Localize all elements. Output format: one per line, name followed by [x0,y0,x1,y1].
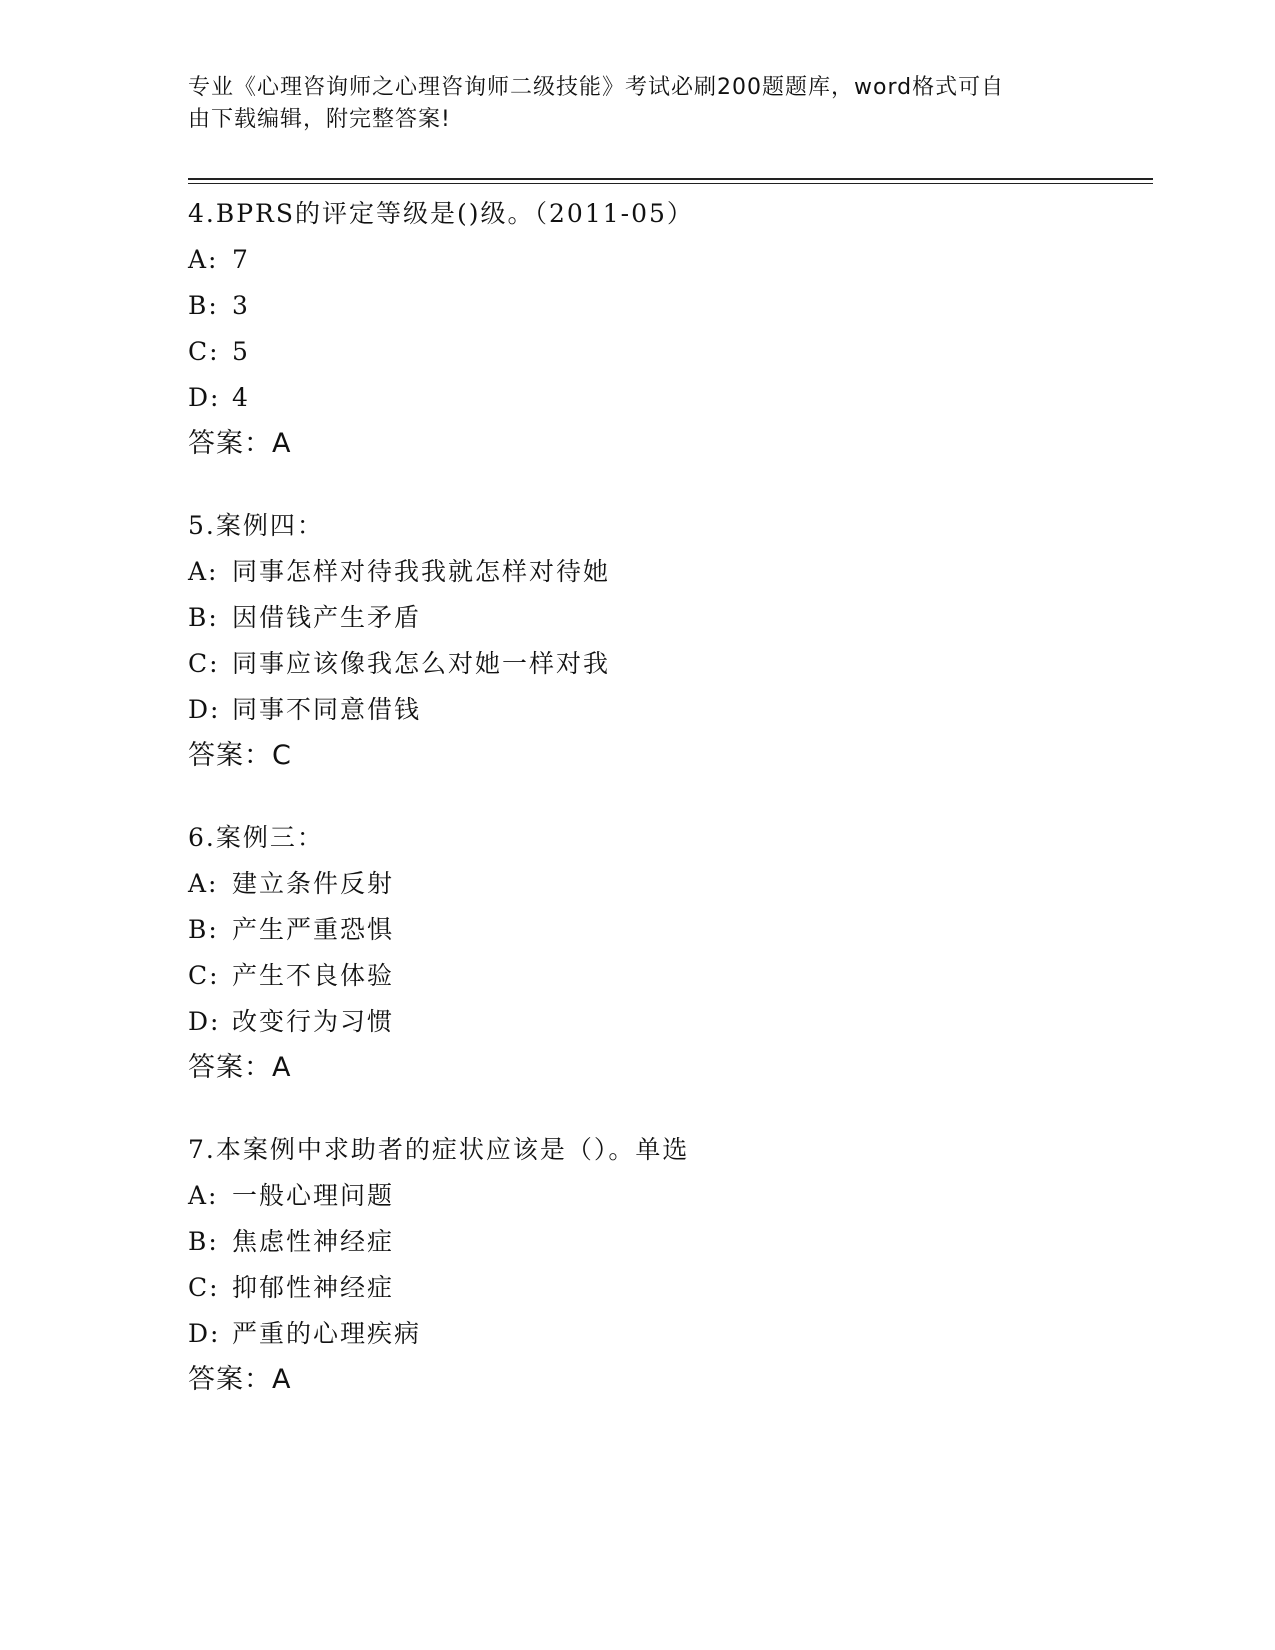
question-stem: 7.本案例中求助者的症状应该是（）。单选 [188,1135,690,1164]
question-7 [188,1127,1153,1403]
option-letter: B: [188,1227,219,1256]
option-text: 同事怎样对待我我就怎样对待她 [232,557,611,586]
header-line-2: 由下载编辑，附完整答案! [188,107,451,132]
option-text: 7 [232,245,250,274]
answer-line: 答案：A [188,428,292,459]
header-divider [188,178,1153,184]
option-text: 产生严重恐惧 [232,915,395,944]
option-c [188,953,1153,999]
option-c [188,641,1153,687]
option-c [188,1265,1153,1311]
option-letter: D: [188,1007,221,1036]
option-letter: A: [188,869,219,898]
option-text: 3 [232,291,250,320]
question-6 [188,815,1153,1091]
option-text: 5 [232,337,250,366]
question-stem: 5.案例四： [188,511,324,540]
answer-line: 答案：A [188,1364,292,1395]
option-b [188,907,1153,953]
option-letter: B: [188,291,219,320]
option-letter: D: [188,695,221,724]
option-text: 因借钱产生矛盾 [232,603,422,632]
option-d [188,1311,1153,1357]
option-letter: C: [188,337,220,366]
answer-line: 答案：C [188,740,292,771]
option-a [188,237,1153,283]
option-letter: A: [188,1181,219,1210]
option-a [188,1173,1153,1219]
question-list [188,191,1153,1439]
option-letter: D: [188,1319,221,1348]
question-stem: 4.BPRS的评定等级是()级。（2011-05） [188,199,694,228]
option-d [188,687,1153,733]
option-letter: C: [188,649,220,678]
option-letter: B: [188,915,219,944]
option-b [188,595,1153,641]
option-letter: D: [188,383,221,412]
option-text: 一般心理问题 [232,1181,395,1210]
option-text: 同事应该像我怎么对她一样对我 [232,649,611,678]
option-text: 产生不良体验 [232,961,395,990]
option-letter: C: [188,1273,220,1302]
option-text: 改变行为习惯 [232,1007,395,1036]
option-b [188,1219,1153,1265]
option-letter: A: [188,557,219,586]
question-4 [188,191,1153,467]
option-a [188,861,1153,907]
option-letter: B: [188,603,219,632]
question-stem: 6.案例三： [188,823,324,852]
question-5 [188,503,1153,779]
option-text: 焦虑性神经症 [232,1227,395,1256]
option-c [188,329,1153,375]
option-letter: C: [188,961,220,990]
option-b [188,283,1153,329]
option-a [188,549,1153,595]
answer-line: 答案：A [188,1052,292,1083]
option-d [188,999,1153,1045]
option-text: 建立条件反射 [232,869,395,898]
option-text: 同事不同意借钱 [232,695,422,724]
header-line-1: 专业《心理咨询师之心理咨询师二级技能》考试必刷200题题库，word格式可自 [188,75,1005,100]
option-letter: A: [188,245,219,274]
option-d [188,375,1153,421]
document-header [188,72,1068,136]
option-text: 抑郁性神经症 [232,1273,395,1302]
option-text: 严重的心理疾病 [232,1319,422,1348]
option-text: 4 [232,383,250,412]
